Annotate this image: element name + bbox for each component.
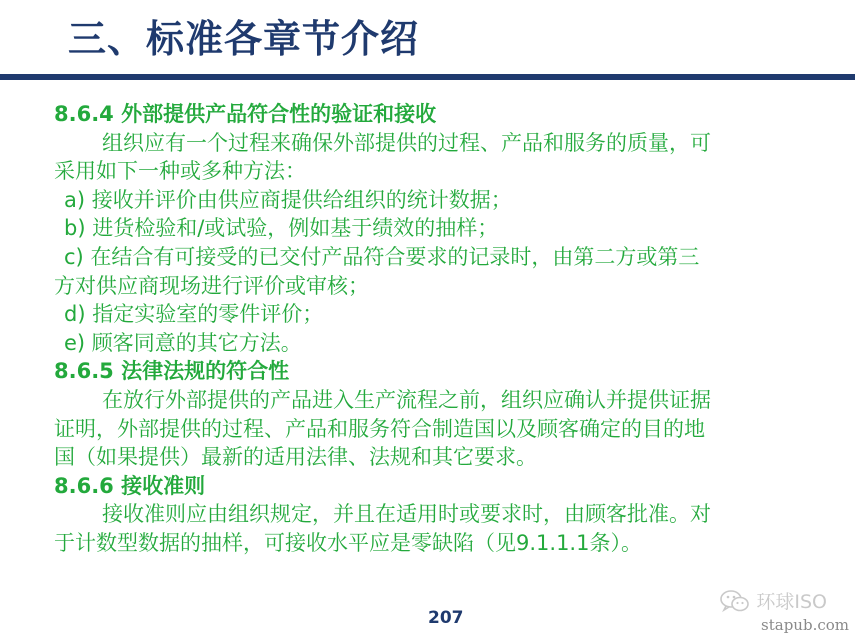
list-item-d: d) 指定实验室的零件评价；: [64, 302, 324, 327]
slide-body: [54, 100, 834, 558]
wechat-watermark: [720, 587, 827, 614]
section-8-6-5-paragraph-line: 证明，外部提供的过程、产品和服务符合制造国以及顾客确定的目的地: [54, 416, 705, 441]
section-8-6-6-heading: 8.6.6 接收准则: [54, 473, 206, 498]
section-8-6-6-paragraph-line: 接收准则应由组织规定，并且在适用时或要求时，由顾客批准。对: [102, 502, 711, 527]
list-item-c: c) 在结合有可接受的已交付产品符合要求的记录时，由第二方或第三: [64, 244, 700, 269]
section-8-6-4-paragraph-line: 组织应有一个过程来确保外部提供的过程、产品和服务的质量，可: [102, 130, 711, 155]
section-8-6-5-paragraph-line: 在放行外部提供的产品进入生产流程之前，组织应确认并提供证据: [102, 387, 711, 412]
slide-title: 三、标准各章节介绍: [68, 17, 420, 61]
section-8-6-5-heading: 8.6.5 法律法规的符合性: [54, 359, 290, 384]
list-item-e: e) 顾客同意的其它方法。: [64, 330, 302, 355]
section-8-6-4-paragraph-line: 采用如下一种或多种方法：: [54, 159, 306, 184]
list-item-c-continuation: 方对供应商现场进行评价或审核；: [54, 273, 369, 298]
list-item-a: a) 接收并评价由供应商提供给组织的统计数据；: [64, 187, 512, 212]
list-item-b: b) 进货检验和/或试验，例如基于绩效的抽样；: [64, 216, 499, 241]
wechat-icon: [720, 589, 750, 613]
watermark-text: 环球ISO: [756, 591, 827, 613]
site-watermark: stapub.com: [761, 616, 849, 634]
section-8-6-6-paragraph-line: 于计数型数据的抽样，可接收水平应是零缺陷（见9.1.1.1条）。: [54, 530, 642, 555]
title-divider: [0, 74, 855, 80]
section-8-6-4-heading: 8.6.4 外部提供产品符合性的验证和接收: [54, 102, 437, 126]
page-number: 207: [428, 608, 464, 628]
section-8-6-5-paragraph-line: 国（如果提供）最新的适用法律、法规和其它要求。: [54, 445, 537, 470]
